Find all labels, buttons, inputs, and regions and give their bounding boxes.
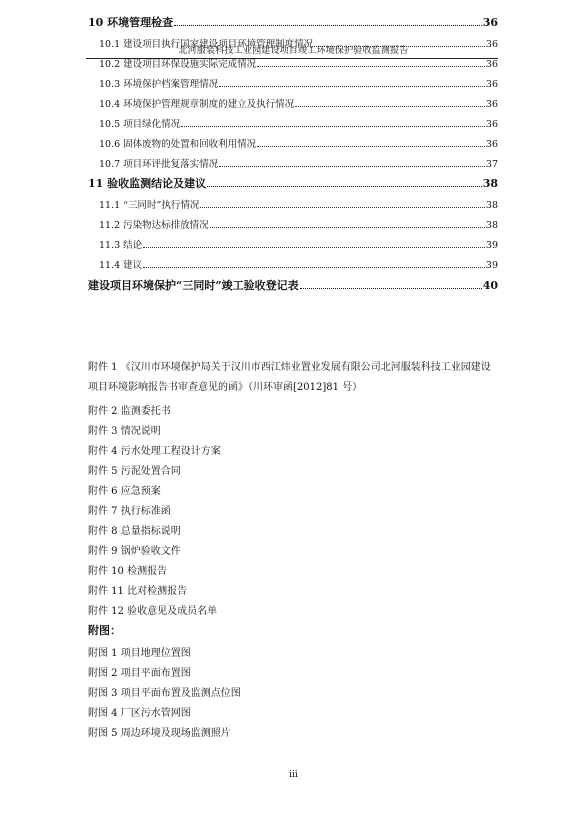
toc-leader-dots <box>219 85 485 87</box>
appendix-item-8[interactable]: 附件 8 总量指标说明 <box>88 526 181 537</box>
appendix-item-5[interactable]: 附件 5 污泥处置合同 <box>88 466 181 477</box>
toc-section-label: 11.3 结论 <box>99 240 143 251</box>
toc-leader-dots <box>257 145 485 147</box>
toc-page-number: 36 <box>482 16 498 29</box>
figure-item-4[interactable]: 附图 4 厂区污水管网图 <box>88 708 191 719</box>
toc-page-number: 36 <box>485 119 498 130</box>
toc-page-number: 38 <box>485 220 498 231</box>
toc-section-11-1[interactable] <box>99 197 498 211</box>
figure-item-2[interactable]: 附图 2 项目平面布置图 <box>88 668 191 679</box>
toc-section-10-1[interactable] <box>99 36 498 50</box>
toc-section-11-3[interactable] <box>99 237 498 251</box>
toc-section-label: 10.6 固体废物的处置和回收利用情况 <box>99 139 257 150</box>
toc-page-number: 38 <box>485 200 498 211</box>
toc-leader-dots <box>295 105 485 107</box>
toc-section-label: 10.1 建设项目执行国家建设项目环境管理制度情况 <box>99 39 314 50</box>
appendix-item-12[interactable]: 附件 12 验收意见及成员名单 <box>88 606 218 617</box>
toc-page-number: 36 <box>485 39 498 50</box>
toc-chapter-label: 11 验收监测结论及建议 <box>88 177 207 190</box>
toc-leader-dots <box>174 24 482 26</box>
toc-section-11-2[interactable] <box>99 217 498 231</box>
appendix-item-6[interactable]: 附件 6 应急预案 <box>88 486 161 497</box>
toc-page-number: 40 <box>482 279 498 292</box>
appendix-item-9[interactable]: 附件 9 锅炉验收文件 <box>88 546 181 557</box>
toc-page-number: 36 <box>485 59 498 70</box>
toc-leader-dots <box>200 206 485 208</box>
toc-page-number: 38 <box>482 177 498 190</box>
figure-item-3[interactable]: 附图 3 项目平面布置及监测点位图 <box>88 688 241 699</box>
appendix-item-7[interactable]: 附件 7 执行标准函 <box>88 506 171 517</box>
toc-chapter-11[interactable] <box>88 175 498 191</box>
toc-leader-dots <box>300 287 482 289</box>
figure-item-1[interactable]: 附图 1 项目地理位置图 <box>88 648 191 659</box>
toc-page-number: 39 <box>485 240 498 251</box>
toc-leader-dots <box>143 246 485 248</box>
toc-leader-dots <box>207 185 482 187</box>
figures-heading: 附图： <box>88 624 121 637</box>
appendix-item-10[interactable]: 附件 10 检测报告 <box>88 566 168 577</box>
toc-section-label: 11.1 “三同时”执行情况 <box>99 200 200 211</box>
toc-section-10-3[interactable] <box>99 76 498 90</box>
toc-leader-dots <box>181 125 485 127</box>
page-number: iii <box>289 770 298 780</box>
toc-leader-dots <box>219 165 485 167</box>
toc-leader-dots <box>257 65 485 67</box>
toc-section-10-7[interactable] <box>99 156 498 170</box>
toc-section-10-2[interactable] <box>99 56 498 70</box>
toc-section-label: 10.4 环境保护管理规章制度的建立及执行情况 <box>99 99 295 110</box>
toc-leader-dots <box>143 266 485 268</box>
toc-chapter-label: 10 环境管理检查 <box>88 16 174 29</box>
toc-section-label: 11.4 建议 <box>99 260 143 271</box>
toc-page-number: 37 <box>485 159 498 170</box>
toc-page-number: 36 <box>485 79 498 90</box>
appendix-item-2[interactable]: 附件 2 监测委托书 <box>88 406 171 417</box>
running-header: 北河服装科技工业园建设项目竣工环境保护验收监测报告 <box>178 46 409 56</box>
toc-chapter-label: 建设项目环境保护“三同时”竣工验收登记表 <box>88 279 299 292</box>
toc-register-form[interactable] <box>88 277 498 293</box>
toc-leader-dots <box>314 45 485 47</box>
appendix-item-3[interactable]: 附件 3 情况说明 <box>88 426 161 437</box>
appendix-item-1[interactable]: 附件 1 《汉川市环境保护局关于汉川市西江炜业置业发展有限公司北河服装科技工业园建设项目环境影响报告书审查意见的函》（川环审函[2012]81 号） <box>88 362 491 393</box>
toc-section-10-5[interactable] <box>99 116 498 130</box>
toc-page-number: 36 <box>485 139 498 150</box>
toc-section-label: 10.7 项目环评批复落实情况 <box>99 159 219 170</box>
appendix-item-4[interactable]: 附件 4 污水处理工程设计方案 <box>88 446 221 457</box>
toc-section-label: 10.2 建设项目环保设施实际完成情况 <box>99 59 257 70</box>
toc-page-number: 39 <box>485 260 498 271</box>
toc-section-label: 10.3 环境保护档案管理情况 <box>99 79 219 90</box>
toc-leader-dots <box>210 226 485 228</box>
toc-page-number: 36 <box>485 99 498 110</box>
toc-chapter-10[interactable] <box>88 14 498 30</box>
figure-item-5[interactable]: 附图 5 周边环境及现场监测照片 <box>88 728 231 739</box>
toc-section-10-4[interactable] <box>99 96 498 110</box>
toc-section-11-4[interactable] <box>99 257 498 271</box>
toc-section-label: 10.5 项目绿化情况 <box>99 119 181 130</box>
appendix-item-11[interactable]: 附件 11 比对检测报告 <box>88 586 188 597</box>
toc-section-label: 11.2 污染物达标排放情况 <box>99 220 209 231</box>
toc-section-10-6[interactable] <box>99 136 498 150</box>
